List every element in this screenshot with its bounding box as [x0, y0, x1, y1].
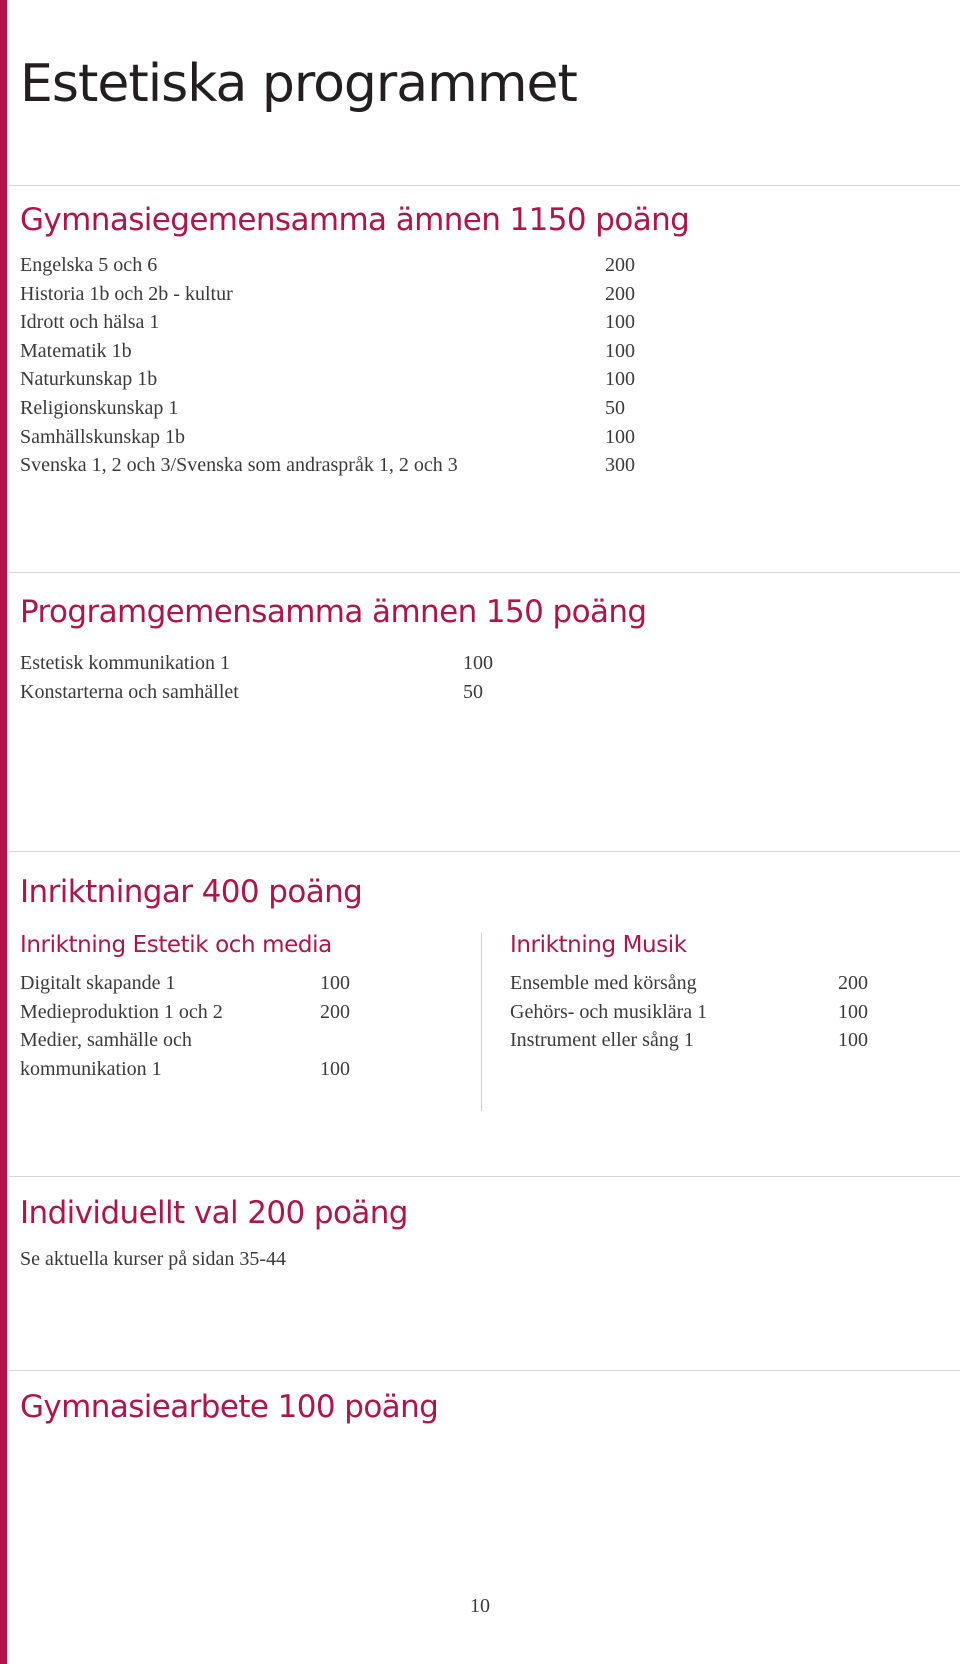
- course-name: Digitalt skapande 1: [20, 972, 176, 994]
- course-name: Estetisk kommunikation 1: [20, 652, 230, 674]
- course-name: Konstarterna och samhället: [20, 680, 239, 703]
- course-points: 100: [463, 652, 493, 674]
- course-points: 300: [605, 454, 635, 477]
- course-points: 100: [838, 1000, 868, 1023]
- course-points: 50: [463, 680, 483, 703]
- course-list-musik: [510, 969, 890, 1055]
- course-row: [20, 423, 640, 452]
- course-row: [20, 649, 500, 678]
- section-heading-inriktningar: Inriktningar 400 poäng: [20, 874, 363, 910]
- course-row: [20, 251, 640, 280]
- course-name: Samhällskunskap 1b: [20, 425, 185, 448]
- course-name: Matematik 1b: [20, 339, 132, 362]
- course-row: [20, 394, 640, 423]
- course-row: [20, 337, 640, 366]
- course-points: 200: [605, 282, 635, 305]
- section-heading-gymnasiearbete: Gymnasiearbete 100 poäng: [20, 1389, 439, 1425]
- course-name: Ensemble med körsång: [510, 972, 697, 994]
- course-row: [510, 1026, 890, 1055]
- course-row: [20, 280, 640, 309]
- course-row: [510, 998, 890, 1027]
- course-name: Medier, samhälle och kommunikation 1: [20, 1029, 192, 1080]
- accent-bar: [0, 0, 7, 1664]
- course-name: Naturkunskap 1b: [20, 368, 158, 391]
- section-heading-gymnasiegemensamma: Gymnasiegemensamma ämnen 1150 poäng: [20, 202, 690, 238]
- course-name: Historia 1b och 2b - kultur: [20, 282, 233, 305]
- course-name: Religionskunskap 1: [20, 396, 179, 419]
- course-points: 100: [605, 339, 635, 362]
- course-name: Gehörs- och musiklära 1: [510, 1000, 708, 1023]
- course-row: [510, 969, 890, 998]
- section-divider: [9, 1370, 960, 1371]
- course-name: Instrument eller sång 1: [510, 1029, 694, 1052]
- subheading-estetik-media: Inriktning Estetik och media: [20, 932, 332, 958]
- column-divider: [481, 933, 482, 1111]
- section-divider: [9, 851, 960, 852]
- section-divider: [9, 1176, 960, 1177]
- course-list-programgemensamma: [20, 649, 500, 706]
- course-row: [20, 308, 640, 337]
- course-points: 200: [320, 1000, 350, 1023]
- section-divider: [9, 185, 960, 186]
- course-name: Medieproduktion 1 och 2: [20, 1000, 223, 1023]
- course-points: 100: [605, 425, 635, 448]
- course-list-gymnasiegemensamma: [20, 251, 640, 480]
- section-divider: [9, 572, 960, 573]
- course-points: 100: [320, 972, 350, 994]
- course-points: 100: [605, 311, 635, 334]
- section-heading-individuellt-val: Individuellt val 200 poäng: [20, 1195, 408, 1231]
- individuellt-val-text: Se aktuella kurser på sidan 35-44: [20, 1248, 287, 1270]
- page-title: Estetiska programmet: [20, 54, 577, 114]
- course-name: Idrott och hälsa 1: [20, 311, 160, 334]
- course-name: Engelska 5 och 6: [20, 254, 158, 276]
- section-heading-programgemensamma: Programgemensamma ämnen 150 poäng: [20, 594, 647, 630]
- course-row: [20, 1026, 360, 1083]
- course-row: [20, 998, 360, 1027]
- course-points: 100: [320, 1057, 350, 1080]
- course-points: 200: [605, 254, 635, 276]
- course-row: [20, 969, 360, 998]
- course-points: 200: [838, 972, 868, 994]
- course-name: Svenska 1, 2 och 3/Svenska som andraspråk 1, 2 och 3: [20, 454, 458, 477]
- course-list-estetik-media: [20, 969, 360, 1083]
- course-row: [20, 678, 500, 707]
- course-points: 50: [605, 396, 625, 419]
- course-points: 100: [838, 1029, 868, 1052]
- course-row: [20, 365, 640, 394]
- subheading-musik: Inriktning Musik: [510, 932, 687, 958]
- course-points: 100: [605, 368, 635, 391]
- page-number: 10: [470, 1595, 490, 1617]
- course-row: [20, 451, 640, 480]
